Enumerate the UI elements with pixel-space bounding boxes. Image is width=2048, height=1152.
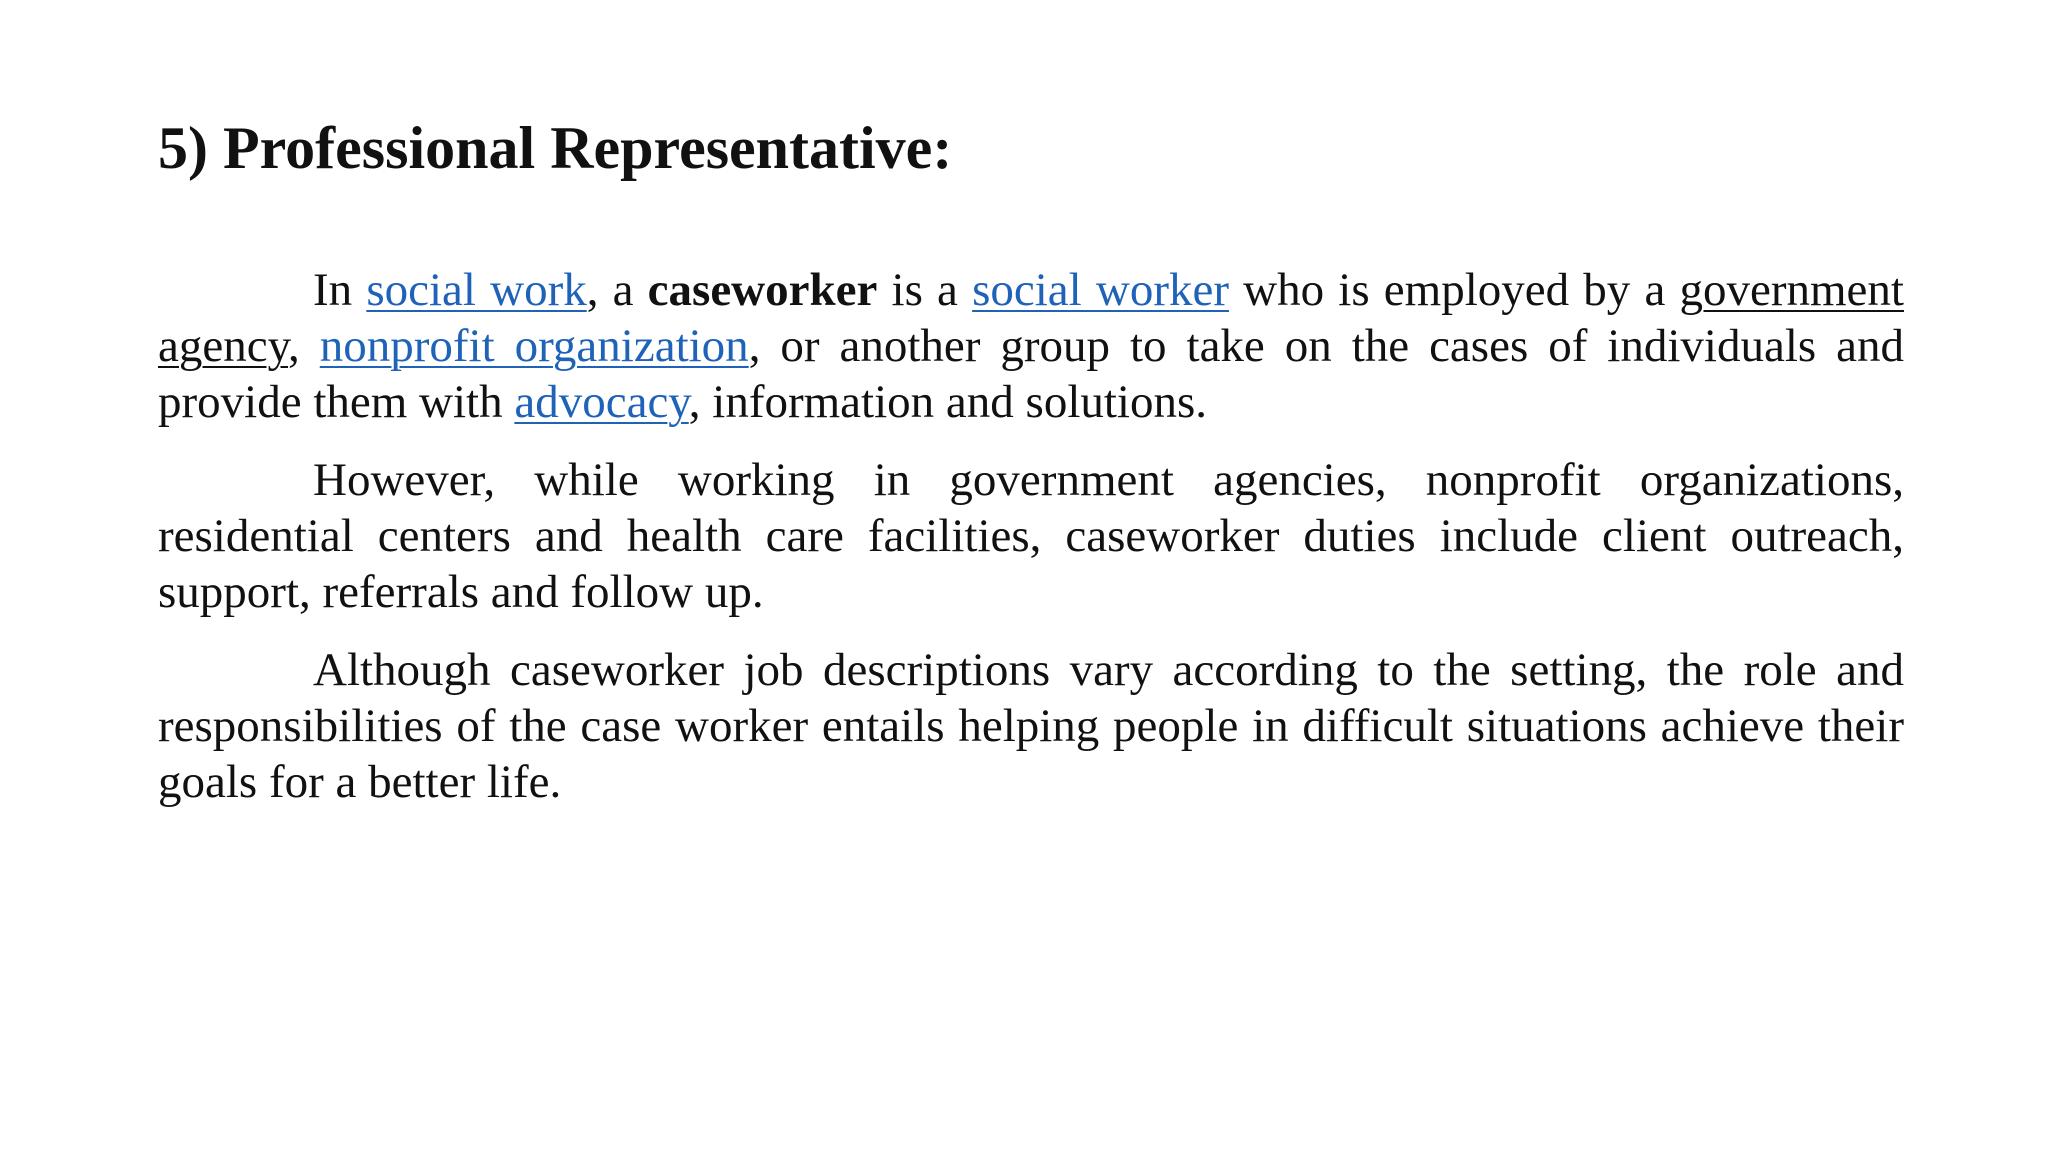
- text-segment: is a: [877, 264, 973, 316]
- text-segment: In: [313, 264, 367, 316]
- paragraph-caseworker-role: Although caseworker job descriptions vary according to the setting, the role and responsibilities of the case worker entails helping people in difficult situations achieve their goals for a better life.: [158, 644, 1904, 808]
- text-segment: , a: [586, 264, 648, 316]
- text-segment: , information and solutions.: [688, 376, 1208, 428]
- slide-title: 5) Professional Representative:: [158, 115, 953, 181]
- paragraph-caseworker-definition: [158, 262, 1904, 430]
- slide-body: [158, 262, 1904, 832]
- term-caseworker: caseworker: [647, 264, 878, 316]
- link-social-work[interactable]: social work: [366, 264, 587, 316]
- link-nonprofit-organization[interactable]: nonprofit organization: [319, 320, 749, 372]
- text-segment: who is employed by a: [1228, 264, 1680, 316]
- text-segment: , or another group to take on the cases of individuals and provide them with: [158, 320, 1904, 428]
- paragraph-caseworker-duties: However, while working in government agencies, nonprofit organizations, residential centers and health care facilities, caseworker duties include client outreach, support, referrals and follow up.: [158, 454, 1904, 618]
- underlined-government-agency: government agency: [158, 264, 1904, 372]
- link-social-worker[interactable]: social worker: [972, 264, 1229, 316]
- link-advocacy[interactable]: advocacy: [514, 376, 689, 428]
- text-segment: ,: [288, 320, 320, 372]
